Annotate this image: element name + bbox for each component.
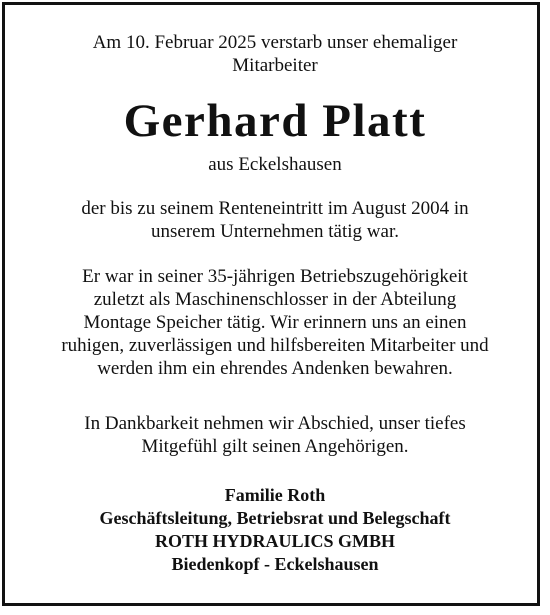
paragraph-line: Er war in seiner 35-jährigen Betriebszugehörigkeit bbox=[82, 266, 468, 287]
paragraph-line: werden ihm ein ehrendes Andenken bewahren. bbox=[97, 358, 453, 379]
paragraph-line: zuletzt als Maschinenschlosser in der Abteilung bbox=[93, 289, 457, 310]
intro-line: Mitarbeiter bbox=[232, 55, 318, 76]
paragraph-line: der bis zu seinem Renteneintritt im August 2004 in bbox=[81, 198, 469, 219]
deceased-origin: aus Eckelshausen bbox=[208, 154, 342, 175]
paragraph-line: ruhigen, zuverlässigen und hilfsbereiten Mitarbeiter und bbox=[61, 335, 489, 356]
paragraph-retirement bbox=[0, 197, 550, 243]
signature-family: Familie Roth bbox=[224, 485, 326, 505]
signature-location: Biedenkopf - Eckelshausen bbox=[171, 554, 379, 574]
paragraph-line: unserem Unternehmen tätig war. bbox=[151, 221, 399, 242]
paragraph-condolence bbox=[0, 412, 550, 458]
signature-management: Geschäftsleitung, Betriebsrat und Belegschaft bbox=[99, 508, 451, 528]
paragraph-line: Montage Speicher tätig. Wir erinnern uns an einen bbox=[83, 312, 467, 333]
deceased-name: Gerhard Platt bbox=[123, 95, 427, 147]
paragraph-line: Mitgefühl gilt seinen Angehörigen. bbox=[141, 436, 409, 457]
signature-block bbox=[0, 484, 550, 576]
signature-company: ROTH HYDRAULICS GMBH bbox=[154, 531, 396, 551]
paragraph-career bbox=[0, 265, 550, 380]
intro-line: Am 10. Februar 2025 verstarb unser ehemaliger bbox=[92, 32, 458, 53]
paragraph-line: In Dankbarkeit nehmen wir Abschied, unser tiefes bbox=[84, 413, 466, 434]
intro-text bbox=[0, 31, 550, 77]
